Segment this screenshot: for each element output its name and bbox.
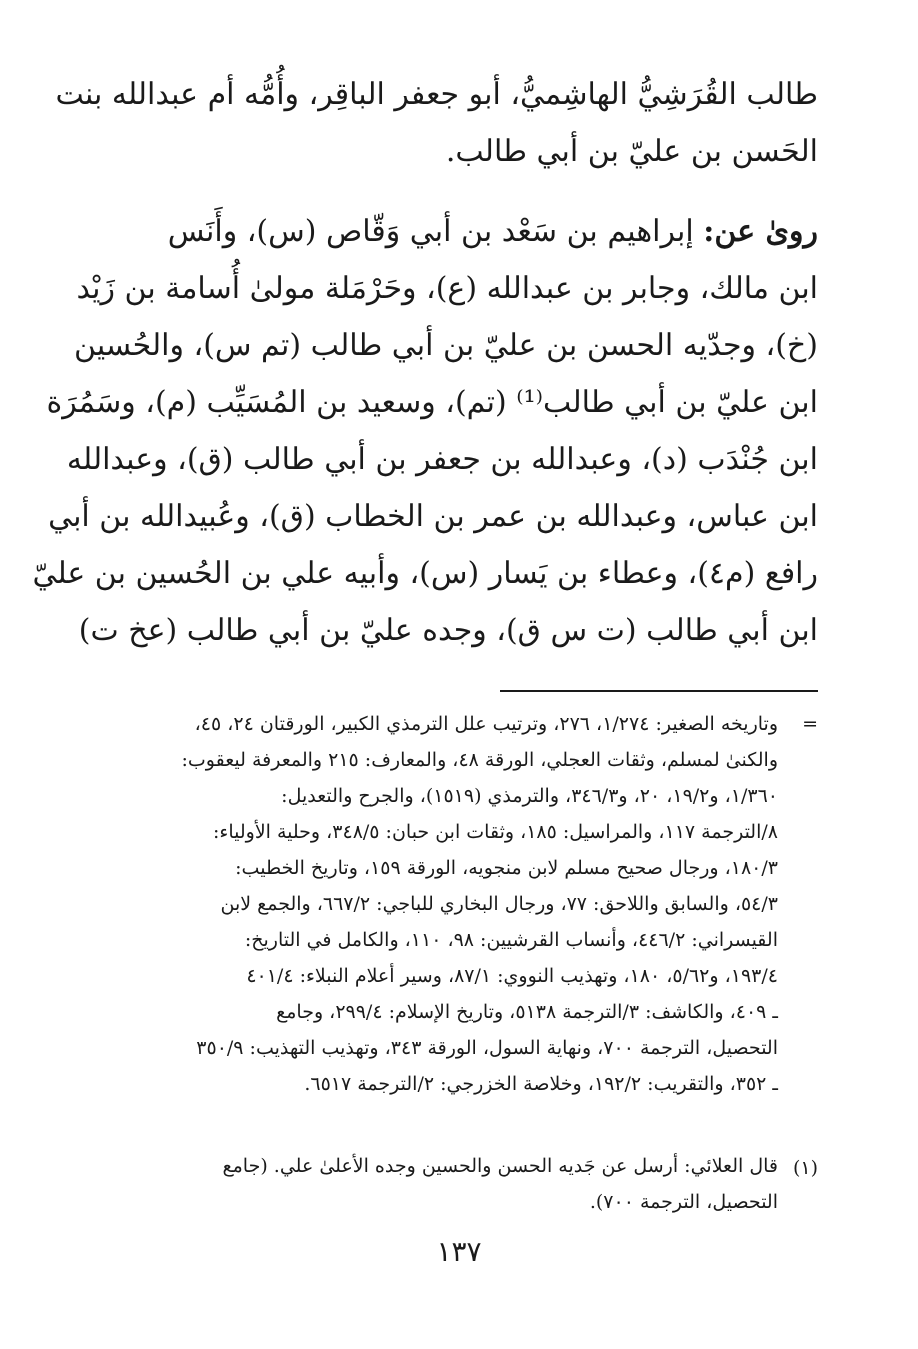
narrated-from-section bbox=[32, 203, 818, 659]
main-line bbox=[128, 203, 818, 260]
footnote-divider bbox=[500, 690, 818, 692]
footnote-line: ٨/الترجمة ١١٧، والمراسيل: ١٨٥، وثقات ابن حبان: ٣٤٨/٥، وحلية الأولياء: bbox=[213, 821, 778, 843]
footnote-line: ـ ٤٠٩، والكاشف: ٣/الترجمة ٥١٣٨، وتاريخ الإسلام: ٢٩٩/٤، وجامع bbox=[276, 1001, 778, 1023]
main-line: ابن جُنْدَب (د)، وعبدالله بن جعفر بن أبي طالب (ق)، وعبدالله bbox=[66, 442, 818, 477]
footnote-line: القيسراني: ٤٤٦/٢، وأنساب القرشيين: ٩٨، ١١٠، والكامل في التاريخ: bbox=[244, 929, 778, 951]
footnote-line: ١٨٠/٣، ورجال صحيح مسلم لابن منجويه، الورقة ١٥٩، وتاريخ الخطيب: bbox=[235, 857, 778, 879]
main-line: الحَسن بن عليّ بن أبي طالب. bbox=[445, 134, 818, 169]
footnote-line: التحصيل، الترجمة ٧٠٠). bbox=[589, 1191, 778, 1213]
continuation-marker: = bbox=[802, 713, 818, 735]
footnote-line: وتاريخه الصغير: ١/٢٧٤، ٢٧٦، وترتيب علل الترمذي الكبير، الورقتان ٢٤، ٤٥، bbox=[194, 713, 778, 735]
footnote-line: ١٩٣/٤، و٥/٦٢، ١٨٠، وتهذيب النووي: ٨٧/١، وسير أعلام النبلاء: ٤٠١/٤ bbox=[246, 965, 778, 987]
page-number: ١٣٧ bbox=[436, 1235, 482, 1268]
main-text-top bbox=[55, 66, 818, 180]
main-line-rest: إبراهيم بن سَعْد بن أبي وَقّاص (س)، وأَنَس bbox=[167, 214, 704, 249]
footnote-line: التحصيل، الترجمة ٧٠٠، ونهاية السول، الورقة ٣٤٣، وتهذيب التهذيب: ٣٥٠/٩ bbox=[196, 1037, 778, 1059]
footnote-line: ١/٣٦٠، و١٩/٢، ٢٠، و٣٤٦/٣، والترمذي (١٥١٩)، والجرح والتعديل: bbox=[281, 785, 778, 807]
footnote-line: ٥٤/٣، والسابق واللاحق: ٧٧، ورجال البخاري للباجي: ٦٦٧/٢، والجمع لابن bbox=[220, 893, 778, 915]
main-line: ابن عباس، وعبدالله بن عمر بن الخطاب (ق)، وعُبيدالله بن أبي bbox=[48, 499, 818, 534]
main-line: ابن مالك، وجابر بن عبدالله (ع)، وحَرْمَلة مولىٰ أُسامة بن زَيْد bbox=[76, 271, 818, 306]
main-line: رافع (م٤)، وعطاء بن يَسار (س)، وأبيه علي بن الحُسين بن عليّ bbox=[32, 556, 818, 591]
footnote-line: والكنىٰ لمسلم، وثقات العجلي، الورقة ٤٨، والمعارف: ٢١٥ والمعرفة ليعقوب: bbox=[181, 749, 778, 771]
footnote-1-marker: (١) bbox=[792, 1157, 818, 1179]
main-line: (خ)، وجدّيه الحسن بن عليّ بن أبي طالب (تم س)، والحُسين bbox=[74, 328, 818, 363]
main-line: طالب القُرَشِيُّ الهاشِميُّ، أبو جعفر الباقِر، وأُمُّه أم عبدالله بنت bbox=[55, 77, 818, 112]
narrated-from-label: روىٰ عن: bbox=[703, 214, 818, 249]
footnote-line: ـ ٣٥٢، والتقريب: ١٩٢/٢، وخلاصة الخزرجي: ٢/الترجمة ٦٥١٧. bbox=[304, 1073, 778, 1095]
footnote-1 bbox=[128, 1148, 818, 1220]
main-line: ابن عليّ بن أبي طالب⁽¹⁾ (تم)، وسعيد بن المُسَيِّب (م)، وسَمُرَة bbox=[46, 385, 818, 420]
footnote-line: قال العلائي: أرسل عن جَديه الحسن والحسين وجده الأعلىٰ علي. (جامع bbox=[222, 1155, 778, 1177]
main-line: ابن أبي طالب (ت س ق)، وجده عليّ بن أبي طالب (عخ ت) bbox=[78, 613, 818, 648]
footnote-continuation bbox=[128, 706, 818, 1102]
